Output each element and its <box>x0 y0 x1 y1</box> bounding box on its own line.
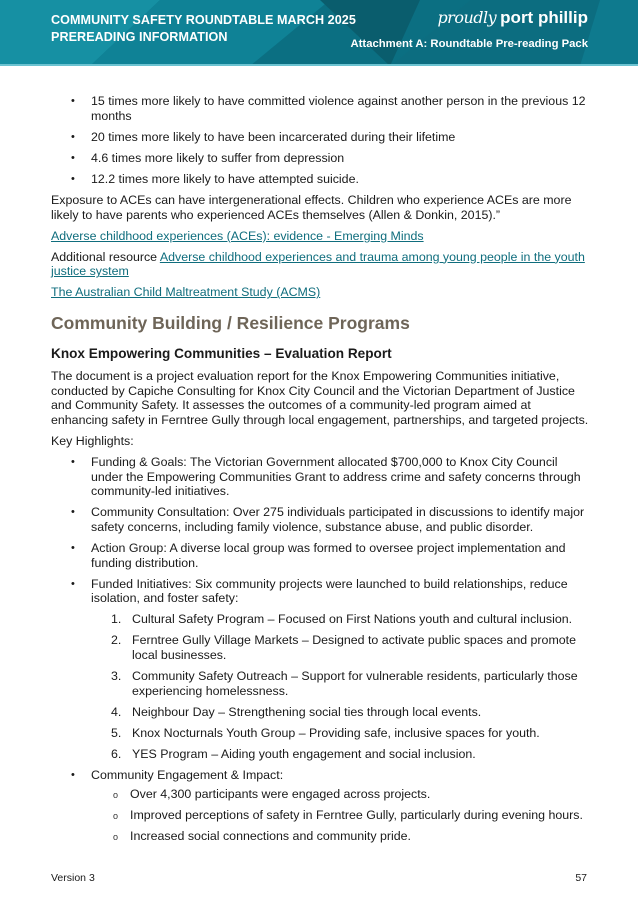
list-number: 1. <box>111 612 122 627</box>
list-number: 3. <box>111 669 122 684</box>
list-text: YES Program – Aiding youth engagement and social inclusion. <box>132 747 476 761</box>
list-item: • 12.2 times more likely to have attempted suicide. <box>51 172 591 187</box>
list-number: 4. <box>111 704 122 719</box>
list-item: • Funded Initiatives: Six community projects were launched to build relationships, reduce isolation, and foster safety: <box>51 577 591 606</box>
list-item <box>51 633 591 662</box>
list-item <box>51 612 591 627</box>
intro-paragraph: The document is a project evaluation report for the Knox Empowering Communities initiative, conducted by Capiche Consulting for Knox City Council and the Victorian Department of Justice and Community Safety. It assesses the outcomes of a community-led program aimed at enhancing safety in Ferntree Gully through local engagement, partnerships, and targeted projects. <box>51 369 589 427</box>
list-text: Community Safety Outreach – Support for vulnerable residents, particularly those experiencing homelessness. <box>132 669 578 698</box>
list-text: Neighbour Day – Strengthening social ties through local events. <box>132 704 482 719</box>
subsection-heading: Knox Empowering Communities – Evaluation Report <box>51 346 392 362</box>
header-divider <box>0 64 638 66</box>
list-item <box>51 726 591 741</box>
list-item <box>51 747 591 762</box>
additional-resource-label: Additional resource <box>51 249 160 264</box>
list-number: 2. <box>111 633 122 648</box>
list-text: Knox Nocturnals Youth Group – Providing safe, inclusive spaces for youth. <box>132 725 540 740</box>
list-item: • Action Group: A diverse local group was formed to oversee project implementation and funding distribution. <box>51 541 591 570</box>
list-item: • 20 times more likely to have been incarcerated during their lifetime <box>51 130 591 145</box>
list-text: Ferntree Gully Village Markets – Designed to activate public spaces and promote local businesses. <box>132 633 576 663</box>
document-body <box>51 94 591 850</box>
list-item <box>51 669 591 698</box>
list-item: • Funding & Goals: The Victorian Government allocated $700,000 to Knox City Council under the Empowering Communities Grant to address crime and safety concerns through community-led initiatives. <box>51 455 591 499</box>
funded-initiatives-list <box>51 612 591 761</box>
attachment-subtitle: Attachment A: Roundtable Pre-reading Pack <box>350 38 588 50</box>
key-highlights-label: Key Highlights: <box>51 433 134 448</box>
list-number: 5. <box>111 725 122 740</box>
engagement-sublist <box>51 787 591 844</box>
list-item: • Community Consultation: Over 275 individuals participated in discussions to identify major safety concerns, including family violence, substance abuse, and public disorder. <box>51 505 591 534</box>
port-phillip-logo <box>437 8 588 28</box>
engagement-list <box>51 768 591 783</box>
acms-link[interactable]: The Australian Child Maltreatment Study (ACMS) <box>51 285 321 300</box>
list-item: • Community Engagement & Impact: <box>51 768 591 783</box>
list-item: • 15 times more likely to have committed violence against another person in the previous 12 months <box>51 94 591 123</box>
list-text: Cultural Safety Program – Focused on First Nations youth and cultural inclusion. <box>132 612 573 627</box>
logo-brand-text: port phillip <box>500 8 588 27</box>
emerging-minds-link[interactable]: Adverse childhood experiences (ACEs): evidence - Emerging Minds <box>51 228 424 243</box>
document-title <box>51 12 356 46</box>
additional-resource <box>51 250 591 279</box>
list-number: 6. <box>111 747 122 761</box>
logo-script-text: proudly <box>437 8 497 27</box>
list-item <box>51 705 591 720</box>
page-number: 57 <box>575 872 587 884</box>
section-heading: Community Building / Resilience Programs <box>51 313 410 334</box>
list-item: o Improved perceptions of safety in Ferntree Gully, particularly during evening hours. <box>51 808 591 823</box>
aces-paragraph: Exposure to ACEs can have intergenerational effects. Children who experience ACEs are more likely to have parents who experienced ACEs themselves (Allen & Donkin, 2015).” <box>51 192 572 222</box>
list-item: • 4.6 times more likely to suffer from depression <box>51 151 591 166</box>
aces-outcomes-list <box>51 94 591 186</box>
youth-justice-trauma-link[interactable]: Adverse childhood experiences and trauma among young people in the youth justice system <box>51 249 585 279</box>
title-line-2: PREREADING INFORMATION <box>51 30 228 44</box>
footer-version: Version 3 <box>51 872 95 884</box>
page-header <box>0 0 638 66</box>
title-line-1: COMMUNITY SAFETY ROUNDTABLE MARCH 2025 <box>51 13 356 27</box>
key-highlights-list <box>51 455 591 606</box>
list-item: o Increased social connections and community pride. <box>51 829 591 844</box>
list-item: o Over 4,300 participants were engaged across projects. <box>51 787 591 802</box>
